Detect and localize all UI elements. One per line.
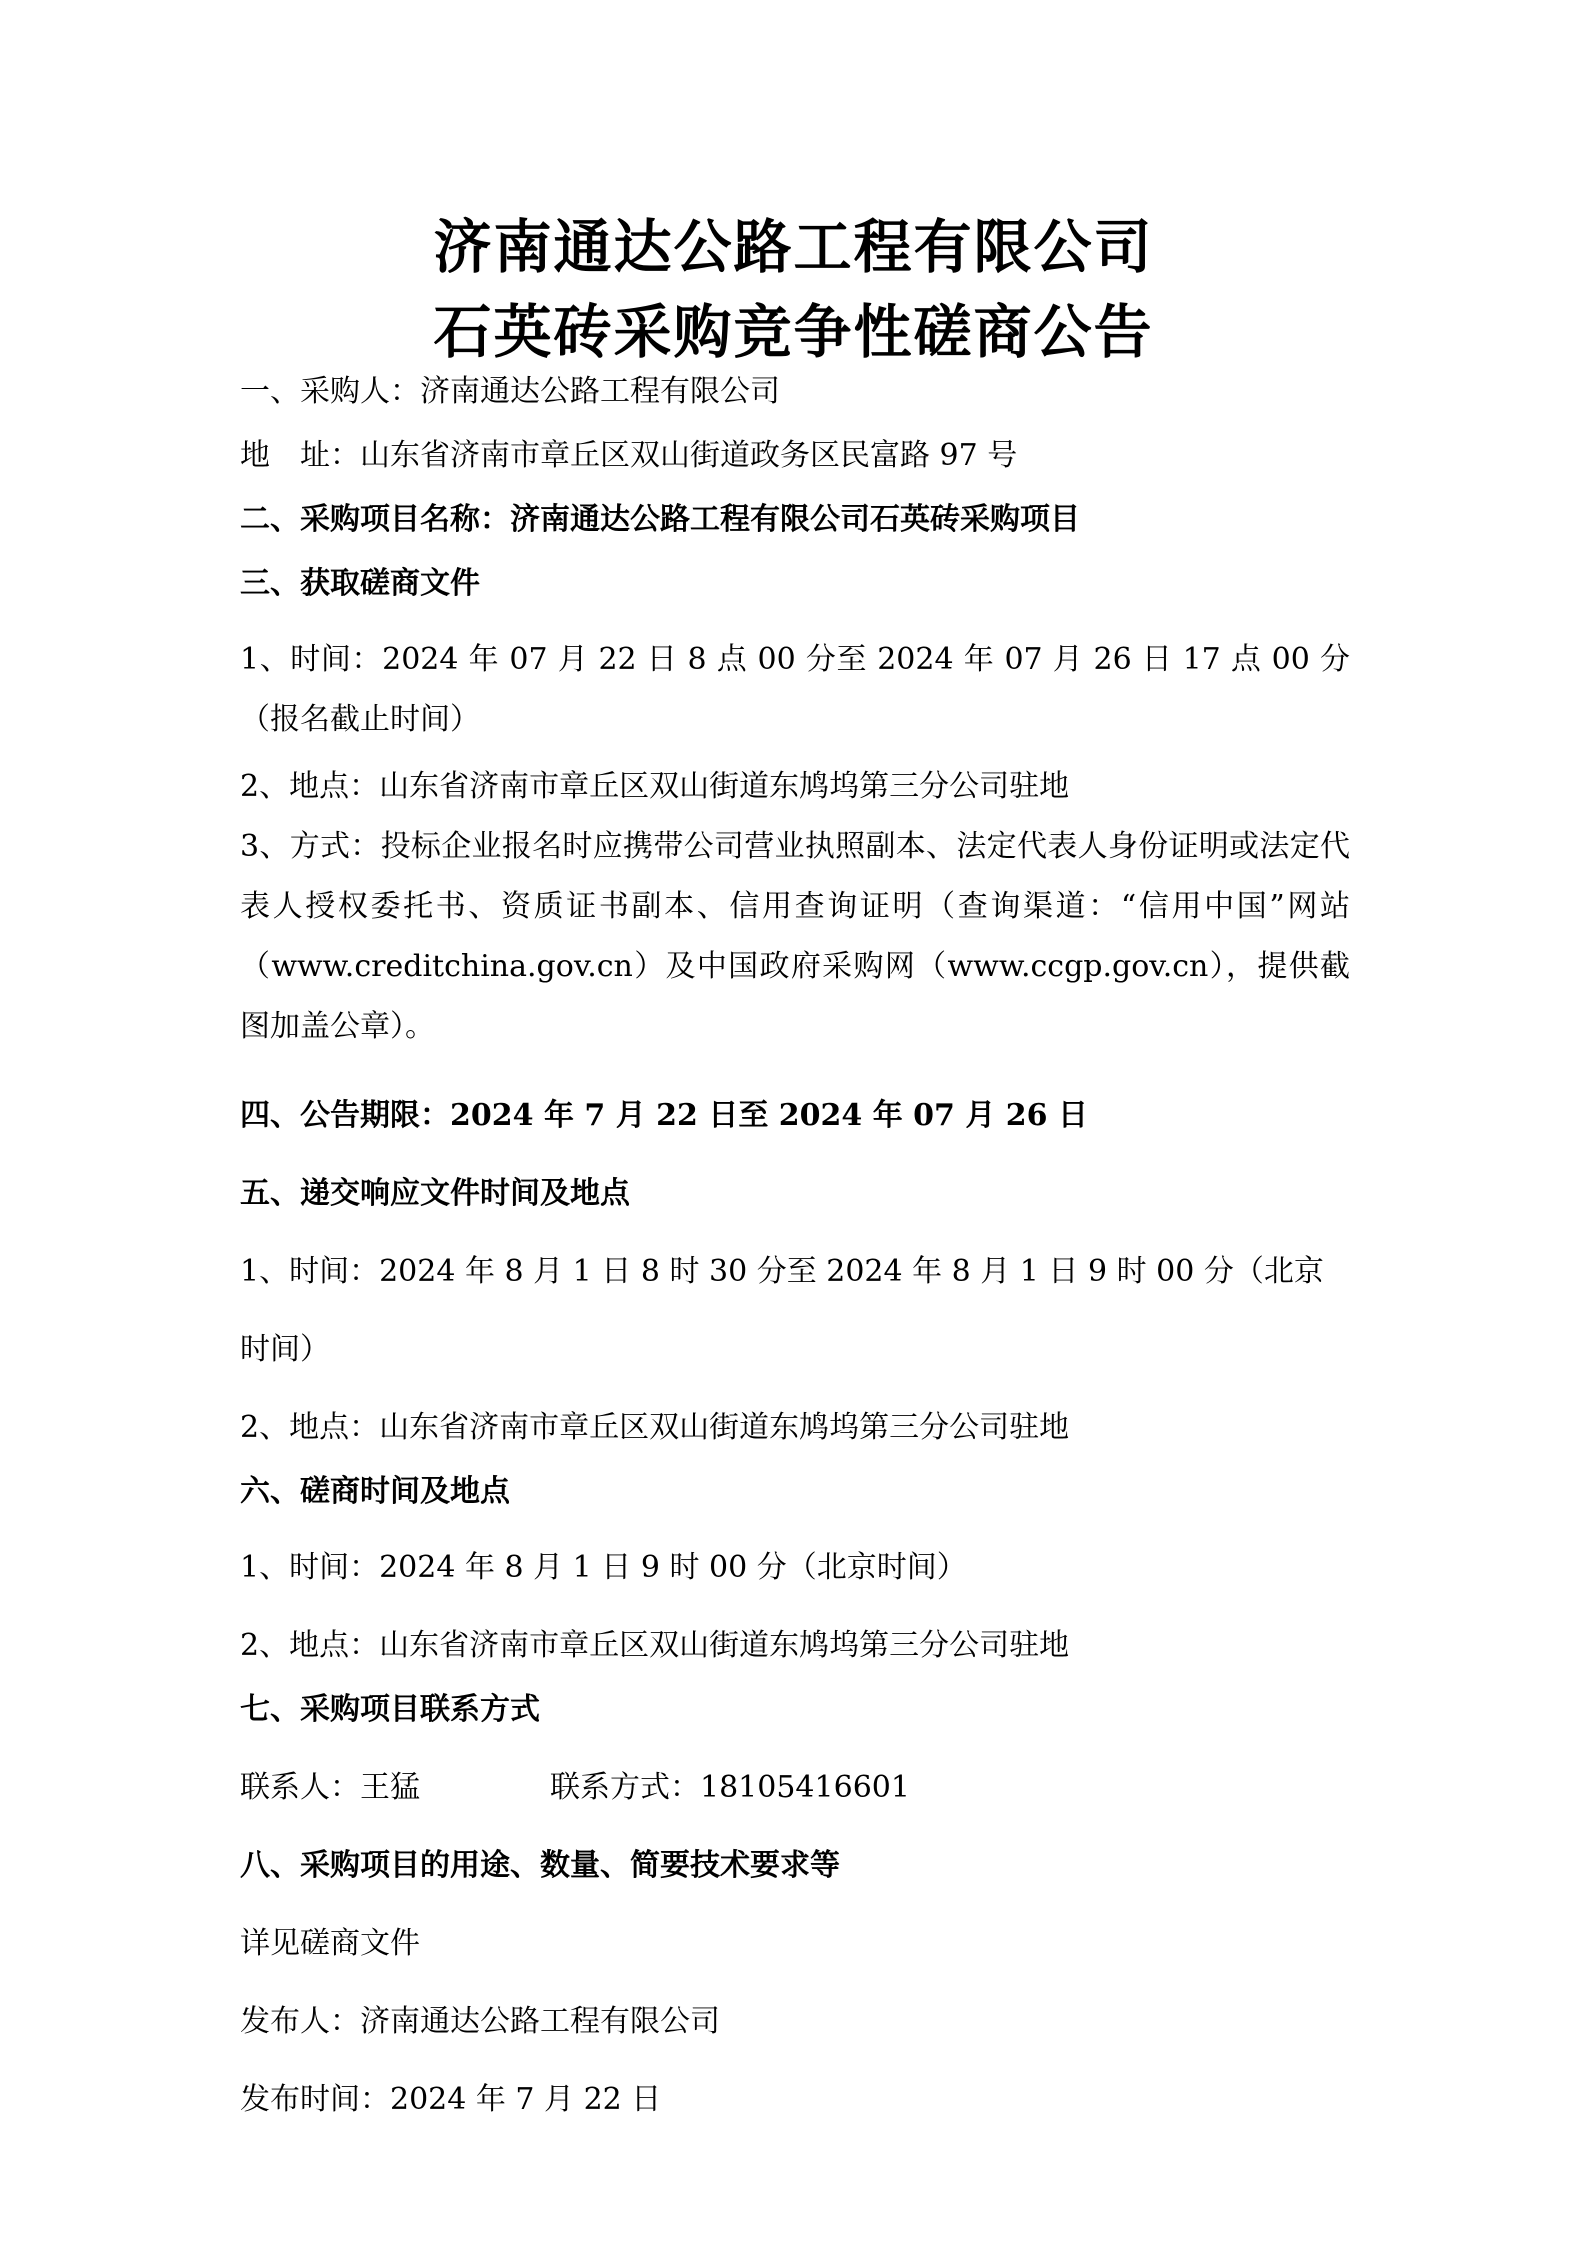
- document-title-line2: 石英砖采购竞争性磋商公告: [433, 298, 1154, 366]
- contact-person: 联系人：王猛: [240, 1770, 420, 1805]
- publisher-line: 发布人：济南通达公路工程有限公司: [240, 2004, 720, 2039]
- publish-date-line: 发布时间：2024 年 7 月 22 日: [240, 2082, 662, 2117]
- requirements-detail: 详见磋商文件: [240, 1926, 420, 1961]
- notice-period-heading: 四、公告期限：2024 年 7 月 22 日至 2024 年 07 月 26 日: [240, 1098, 1088, 1133]
- document-title-line1: 济南通达公路工程有限公司: [433, 213, 1154, 281]
- obtain-docs-place: 2、地点：山东省济南市章丘区双山街道东鸠坞第三分公司驻地: [240, 769, 1070, 804]
- obtain-docs-heading: 三、获取磋商文件: [240, 566, 480, 601]
- purchaser-line: 一、采购人：济南通达公路工程有限公司: [240, 374, 780, 409]
- submit-place: 2、地点：山东省济南市章丘区双山街道东鸠坞第三分公司驻地: [240, 1410, 1070, 1445]
- contact-line: [240, 1768, 910, 1808]
- requirements-heading: 八、采购项目的用途、数量、简要技术要求等: [240, 1848, 840, 1883]
- submit-time: 1、时间：2024 年 8 月 1 日 8 时 30 分至 2024 年 8 月 1 日 9 时 00 分（北京: [240, 1254, 1324, 1289]
- negotiation-place: 2、地点：山东省济南市章丘区双山街道东鸠坞第三分公司驻地: [240, 1628, 1070, 1663]
- obtain-docs-time: 1、时间：2024 年 07 月 22 日 8 点 00 分至 2024 年 07 月 26 日 17 点 00 分（报名截止时间）: [240, 642, 1350, 737]
- project-name-heading: 二、采购项目名称：济南通达公路工程有限公司石英砖采购项目: [240, 502, 1080, 537]
- obtain-docs-method: 3、方式：投标企业报名时应携带公司营业执照副本、法定代表人身份证明或法定代表人授权委托书、资质证书副本、信用查询证明（查询渠道：“信用中国”网站（www.creditchina.gov.cn）及中国政府采购网（www.ccgp.gov.cn），提供截图加盖公章）。: [240, 829, 1350, 1044]
- address-line: 地 址：山东省济南市章丘区双山街道政务区民富路 97 号: [240, 438, 1018, 473]
- submit-time-continued: 时间）: [240, 1332, 330, 1367]
- contact-heading: 七、采购项目联系方式: [240, 1692, 540, 1727]
- submit-heading: 五、递交响应文件时间及地点: [240, 1176, 630, 1211]
- negotiation-time: 1、时间：2024 年 8 月 1 日 9 时 00 分（北京时间）: [240, 1550, 967, 1585]
- contact-phone: 联系方式：18105416601: [550, 1770, 910, 1805]
- negotiation-heading: 六、磋商时间及地点: [240, 1474, 510, 1509]
